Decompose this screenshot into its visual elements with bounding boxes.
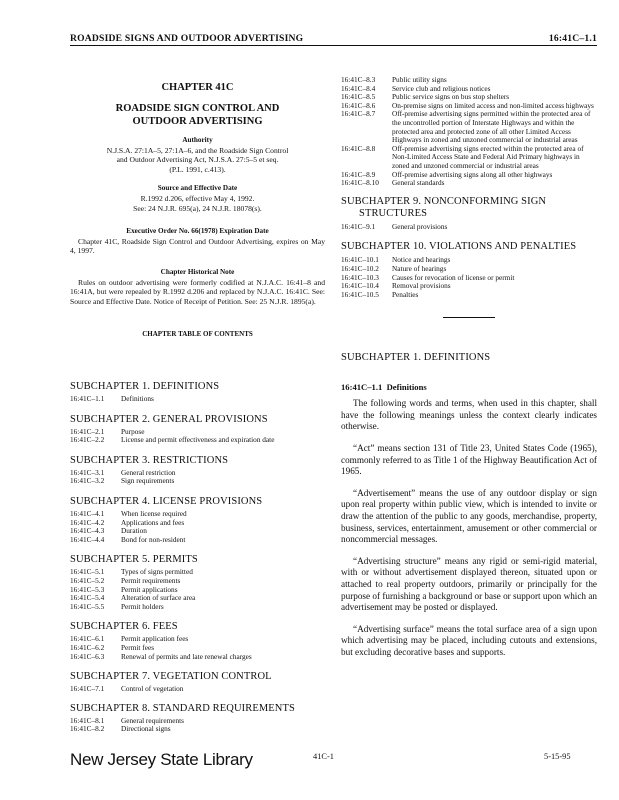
toc-section-title: Purpose — [121, 426, 145, 436]
toc-section-title: When license required — [121, 509, 187, 519]
toc-section-title: Permit fees — [121, 642, 155, 652]
definition-paragraph: The following words and terms, when used in this chapter, shall have the following meanings unless the context clearly indicates otherwise. — [341, 398, 597, 432]
toc-row — [70, 603, 325, 612]
toc-row — [70, 536, 325, 545]
body-subchapter-title: SUBCHAPTER 1. DEFINITIONS — [341, 352, 491, 364]
toc-section-title: General restriction — [121, 467, 176, 477]
toc-section-number: 16:41C–8.2 — [70, 724, 105, 734]
section-heading — [341, 382, 597, 392]
running-header — [70, 30, 597, 44]
toc-section-number: 16:41C–5.2 — [70, 576, 105, 585]
toc-section-number: 16:41C–7.1 — [70, 684, 105, 694]
toc-section-number: 16:41C–5.5 — [70, 601, 105, 611]
toc-section-number: 16:41C–8.8 — [341, 143, 376, 153]
toc-subchapter-title: SUBCHAPTER 8. STANDARD REQUIREMENTS — [70, 702, 295, 714]
toc-section-number: 16:41C–10.1 — [341, 255, 379, 265]
section-name: Definitions — [386, 382, 427, 393]
definition-paragraph: “Advertisement” means the use of any outdoor display or sign upon real property within public view, which is intended to invite or draw the attention of the public to any goods, merchandise, property, business, services, entertainment, amusement or other commercial or noncommercial messages. — [341, 487, 597, 545]
chapter-label: CHAPTER 41C — [161, 82, 234, 93]
right-column — [341, 76, 597, 659]
toc-section-number: 16:41C–8.9 — [341, 169, 376, 179]
toc-subchapter-title-line: SUBCHAPTER 10. VIOLATIONS AND PENALTIES — [341, 241, 577, 253]
toc-section-title: Sign requirements — [121, 476, 175, 486]
toc-section-title: Nature of hearings — [392, 263, 447, 273]
toc-section-title: Penalties — [392, 289, 419, 299]
toc-row — [70, 577, 325, 586]
toc-row — [70, 519, 325, 528]
toc-subchapter-title: SUBCHAPTER 5. PERMITS — [70, 554, 198, 566]
toc-section-title: Causes for revocation of license or permit — [392, 272, 515, 282]
toc-right — [341, 196, 597, 300]
definition-paragraph: “Advertising surface” means the total surface area of a sign upon which advertising may be placed, including cutouts and extensions, but excluding decorative bases and supports. — [341, 623, 597, 657]
toc-row — [70, 717, 325, 726]
toc-section-title: Renewal of permits and late renewal charges — [121, 651, 252, 661]
toc-row — [341, 291, 597, 300]
toc-section-number: 16:41C–5.1 — [70, 567, 105, 577]
toc-section-title: Permit requirements — [121, 576, 181, 585]
toc-subchapter-title — [341, 241, 597, 253]
toc-section-title: Permit application fees — [121, 634, 189, 644]
toc-section-title: General requirements — [121, 715, 185, 725]
toc-section-number: 16:41C–6.1 — [70, 634, 105, 644]
toc-section-number: 16:41C–3.1 — [70, 467, 105, 477]
header-title: ROADSIDE SIGNS AND OUTDOOR ADVERTISING — [70, 33, 304, 44]
definition-paragraph: “Act” means section 131 of Title 23, United States Code (1965), commonly referred to as Title 1 of the Highway Beautification Act of 1965. — [341, 443, 597, 477]
toc-section-number: 16:41C–10.5 — [341, 289, 379, 299]
toc-subchapter-title: SUBCHAPTER 1. DEFINITIONS — [70, 381, 220, 393]
toc-section-number: 16:41C–10.2 — [341, 263, 379, 273]
toc-row — [70, 436, 325, 445]
toc-subchapter-title: SUBCHAPTER 3. RESTRICTIONS — [70, 454, 229, 466]
toc-subchapter-title: SUBCHAPTER 4. LICENSE PROVISIONS — [70, 496, 263, 508]
toc-subchapter-title: SUBCHAPTER 7. VEGETATION CONTROL — [70, 671, 272, 683]
definition-paragraph: “Advertising structure” means any rigid or semi-rigid material, with or without advertisement displayed thereon, situated upon or attached to real property outdoors, primarily or principally for the purpose of furnishing a background or base or support upon which an advertisement may be posted or displayed. — [341, 555, 597, 613]
toc-section-title: Off-premise advertising signs along all other highways — [392, 169, 553, 179]
toc-row — [70, 477, 325, 486]
chapter-name: ROADSIDE SIGN CONTROL AND OUTDOOR ADVERTISING — [115, 103, 280, 127]
toc-subchapter-title: SUBCHAPTER 2. GENERAL PROVISIONS — [70, 413, 268, 425]
toc-section-title: Removal provisions — [392, 281, 451, 291]
toc-section-number: 16:41C–8.6 — [341, 100, 376, 110]
toc-section-title: Bond for non-resident — [121, 534, 186, 544]
toc-row — [70, 527, 325, 536]
header-section-number: 16:41C–1.1 — [548, 33, 597, 44]
header-rule — [70, 45, 597, 46]
toc-section-number: 16:41C–8.1 — [70, 715, 105, 725]
toc-section-number: 16:41C–3.2 — [70, 476, 105, 486]
toc-section-number: 16:41C–5.3 — [70, 584, 105, 594]
toc-left — [70, 381, 325, 734]
toc-row — [341, 274, 597, 283]
toc-row — [70, 653, 325, 662]
toc-row — [341, 256, 597, 265]
toc-section-number: 16:41C–2.2 — [70, 435, 105, 445]
toc-row — [341, 145, 597, 171]
toc-row — [70, 635, 325, 644]
page-number: 41C-1 — [313, 752, 334, 761]
toc-section-number: 16:41C–4.1 — [70, 509, 105, 519]
toc-section-number: 16:41C–8.4 — [341, 83, 376, 93]
toc-row — [341, 179, 597, 188]
executive-order-text: Chapter 41C, Roadside Sign Control and Outdoor Advertising, expires on May 4, 1997. — [70, 237, 325, 256]
library-stamp: New Jersey State Library — [70, 750, 253, 769]
toc-row — [70, 469, 325, 478]
toc-row — [70, 594, 325, 603]
toc-row — [70, 586, 325, 595]
toc-section-title: General provisions — [392, 221, 448, 231]
toc-section-title: Public utility signs — [392, 75, 447, 84]
toc-section-title: Control of vegetation — [121, 684, 184, 694]
authority-heading: Authority — [182, 136, 213, 144]
toc-section-title: Duration — [121, 526, 147, 536]
toc-row — [341, 282, 597, 291]
left-column — [70, 74, 325, 734]
toc-subchapter-title-line: STRUCTURES — [359, 207, 428, 219]
toc-section-number: 16:41C–4.2 — [70, 517, 105, 527]
toc-section-number: 16:41C–6.2 — [70, 642, 105, 652]
toc-section-title: Alteration of surface area — [121, 593, 196, 603]
toc-section-title: License and permit effectiveness and expiration date — [121, 435, 275, 445]
section-number: 16:41C–1.1 — [341, 382, 383, 393]
toc-subchapter-title-line: SUBCHAPTER 9. NONCONFORMING SIGN — [341, 195, 547, 207]
source-text: R.1992 d.206, effective May 4, 1992. See: 24 N.J.R. 695(a), 24 N.J.R. 18078(s). — [133, 194, 262, 213]
toc-section-number: 16:41C–5.4 — [70, 593, 105, 603]
toc-section-title: Types of signs permitted — [121, 567, 193, 577]
toc-subchapter-8-continued — [341, 76, 597, 188]
toc-section-title: Permit applications — [121, 584, 178, 594]
toc-row — [341, 171, 597, 180]
toc-row — [341, 110, 597, 144]
toc-section-title: Applications and fees — [121, 517, 185, 527]
toc-section-number: 16:41C–4.3 — [70, 526, 105, 536]
historical-note-text: Rules on outdoor advertising were formerly codified at N.J.A.C. 16:41–8 and 16:41A, but were repealed by R.1992 d.206 and replaced by N.J.A.C. 16:41C. See: Source and Effective Date. Notice of Receipt of Petition. See: 25 N.J.R. 1895(a). — [70, 277, 325, 306]
toc-section-number: 16:41C–10.3 — [341, 272, 379, 282]
toc-section-title: Public service signs on bus stop shelters — [392, 92, 510, 102]
toc-section-number: 16:41C–1.1 — [70, 394, 105, 404]
toc-section-number: 16:41C–8.3 — [341, 75, 376, 84]
toc-section-number: 16:41C–10.4 — [341, 281, 379, 291]
toc-section-number: 16:41C–8.7 — [341, 109, 376, 119]
divider — [443, 317, 495, 318]
toc-section-title: Service club and religious notices — [392, 83, 491, 93]
toc-section-title: Permit holders — [121, 601, 164, 611]
toc-section-title: Notice and hearings — [392, 255, 451, 265]
toc-section-title: General standards — [392, 178, 445, 188]
toc-section-number: 16:41C–4.4 — [70, 534, 105, 544]
toc-row — [70, 510, 325, 519]
toc-section-number: 16:41C–2.1 — [70, 426, 105, 436]
toc-row — [70, 725, 325, 734]
toc-row — [341, 223, 597, 232]
toc-section-title: Off-premise advertising signs permitted within the protected area of the uncontrolled portion of Interstate Highways and within the protected area and protected zone of all other Limited Access Highways in zoned and unzoned commercial or industrial areas — [392, 109, 591, 145]
toc-section-title: Directional signs — [121, 724, 171, 734]
toc-section-number: 16:41C–8.5 — [341, 92, 376, 102]
executive-order-heading: Executive Order No. 66(1978) Expiration Date — [126, 227, 269, 236]
source-heading: Source and Effective Date — [157, 184, 238, 193]
toc-section-number: 16:41C–9.1 — [341, 221, 376, 231]
toc-section-title: On-premise signs on limited access and non-limited access highways — [392, 100, 594, 110]
toc-row — [70, 568, 325, 577]
toc-subchapter-title: SUBCHAPTER 6. FEES — [70, 621, 178, 633]
toc-section-number: 16:41C–6.3 — [70, 651, 105, 661]
toc-row — [70, 685, 325, 694]
section-body — [341, 398, 597, 658]
authority-text: N.J.S.A. 27:1A–5, 27:1A–6, and the Roadside Sign Control and Outdoor Advertising Act, N.J.S.A. 27:5–5 et seq. (P.L. 1991, c.413). — [106, 146, 289, 174]
toc-section-title: Definitions — [121, 394, 154, 404]
revision-date: 5-15-95 — [544, 752, 571, 761]
toc-section-number: 16:41C–8.10 — [341, 178, 379, 188]
toc-row — [70, 395, 325, 404]
toc-heading: CHAPTER TABLE OF CONTENTS — [142, 330, 253, 339]
toc-section-title: Off-premise advertising signs erected within the protected area of Non-Limited Access State and Federal Aid Primary highways in zoned and unzoned commercial or industrial areas — [392, 143, 584, 170]
historical-note-heading: Chapter Historical Note — [160, 267, 235, 276]
toc-subchapter-title — [341, 196, 597, 220]
